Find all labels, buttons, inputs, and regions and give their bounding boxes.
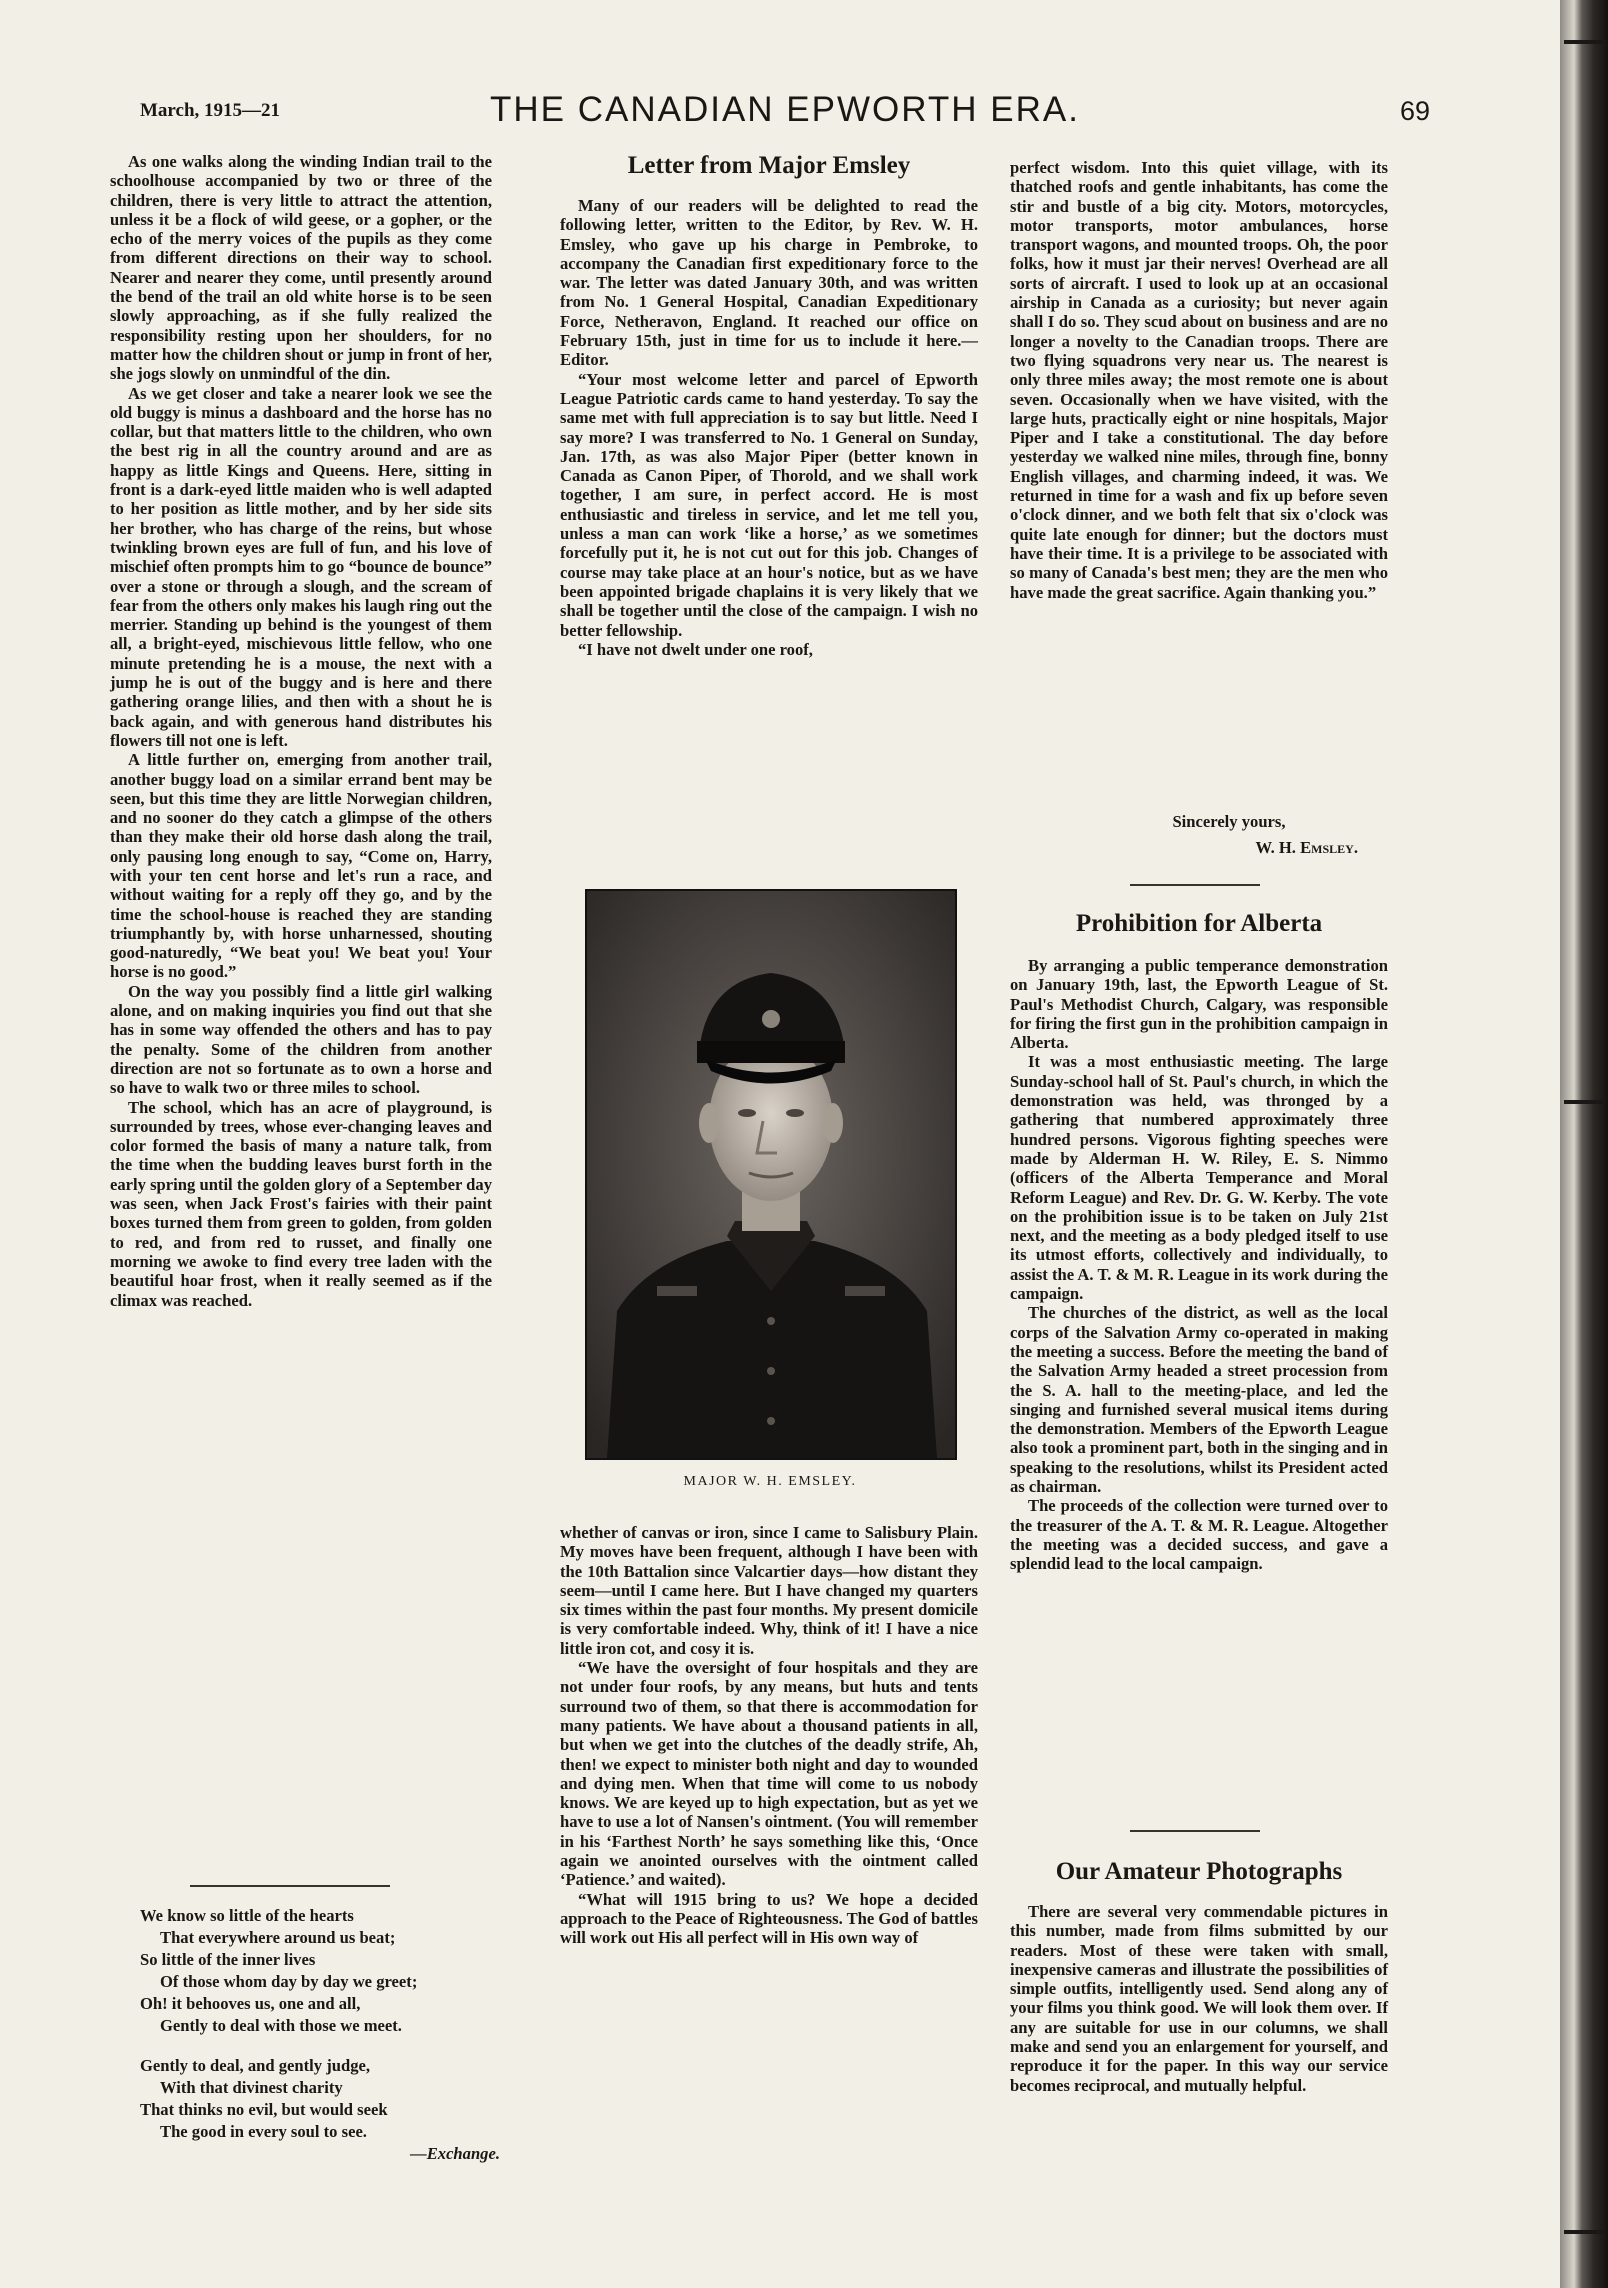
- letter-paragraph: “What will 1915 bring to us? We hope a decided approach to the Peace of Righteousness. The God of battles will work out His all perfect will in His own way of: [560, 1889, 978, 1948]
- divider-rule: [190, 1885, 390, 1887]
- poem-line: Gently to deal, and gently judge,: [140, 2056, 371, 2075]
- article-paragraph: It was a most enthusiastic meeting. The large Sunday-school hall of St. Paul's church, in which the demonstration was held, was thronged by a gathering that numbered approximately three hundred persons. Vigorous fighting speeches were made by Alderman H. W. Riley, E. S. Nimmo (officers of the Alberta Temperance and Moral Reform League) and Rev. Dr. G. W. Kerby. The vote on the prohibition issue is to be taken on July 21st next, and the meeting as a body pledged itself to use its utmost efforts, collectively and individually, to assist the A. T. & M. R. League in its work during the campaign.: [1010, 1052, 1388, 1304]
- poem-source: —Exchange.: [410, 2144, 500, 2163]
- letter-paragraph: “We have the oversight of four hospitals and they are not under four roofs, by any means, but huts and tents surround two of them, so that there is accommodation for many patients. We have about a thousand patients in all, but when we get into the clutches of the deadly strife, Ah, then! we expect to minister both night and day to wounded and dying men. When that time will come to us nobody knows. We are keyed up to high expectation, but as yet we have to use a lot of Nansen's ointment. (You will remember in his ‘Farthest North’ he says something like this, ‘Once again we anointed ourselves with the ointment called ‘Patience.’ and waited).: [560, 1658, 978, 1890]
- article-paragraph: A little further on, emerging from another trail, another buggy load on a similar errand bent may be seen, but this time they are little Norwegian children, and no sooner do they catch a glimpse of the others than they make their old horse dash along the trail, only pausing long enough to say, “Come on, Harry, with your ten cent horse and let's run a race, and without waiting for a reply off they go, and by the time the school-house is reached they are standing triumphantly by, with horse unharnessed, shouting good-naturedly, “We beat you! We beat you! Your horse is no good.”: [110, 750, 492, 982]
- poem-line: That everywhere around us beat;: [160, 1928, 396, 1947]
- article-paragraph: By arranging a public temperance demonstration on January 19th, last, the Epworth League of St. Paul's Methodist Church, Calgary, was responsible for firing the first gun in the prohibition campaign in Alberta.: [1010, 956, 1388, 1053]
- prohibition-heading: Prohibition for Alberta: [1075, 910, 1323, 937]
- article-paragraph: There are several very commendable pictures in this number, made from films submitted by our readers. Most of these were taken with small, inexpensive cameras and illustrate the possibilities of simple outfits, intelligently used. Send along any of your films you think good. We will look them over. If any are suitable for use in our columns, we shall make and send you an enlargement for yourself, and reproduce it for the paper. In this way our service becomes reciprocal, and mutually helpful.: [1010, 1902, 1388, 2095]
- poem-line: The good in every soul to see.: [160, 2122, 367, 2141]
- photographs-article: [1010, 1902, 1388, 2095]
- article-paragraph: On the way you possibly find a little girl walking alone, and on making inquiries you find out that she has in some way offended the others and has to pay the penalty. Some of the children from another direction are not so fortunate as to own a horse and so have to walk two or three miles to school.: [110, 981, 492, 1098]
- letter-paragraph: whether of canvas or iron, since I came to Salisbury Plain. My moves have been frequent, although I have been with the 10th Battalion since Valcartier days—how distant they seem—until I came here. But I have changed my quarters six times within the past four months. My present domicile is very comfortable indeed. Why, think of it! I have a nice little iron cot, and cosy it is.: [560, 1523, 978, 1658]
- letter-article-bottom: [560, 1523, 978, 1948]
- divider-rule: [1130, 1830, 1260, 1832]
- issue-date: March, 1915—21: [140, 100, 281, 121]
- letter-paragraph: “Your most welcome letter and parcel of Epworth League Patriotic cards came to hand yesterday. To say the same met with full appreciation is to say but little. Need I say more? I was transferred to No. 1 General on Sunday, Jan. 17th, as was also Major Piper (better known in Canada as Canon Piper, of Thorold, and we shall work together, I am sure, in perfect accord. He is most enthusiastic and tireless in service, and let me tell you, unless a man can work ‘like a horse,’ as we sometimes forcefully put it, he is not cut out for this job. Changes of course may take place at an hour's notice, but as we have been appointed brigade chaplains it is very likely that we shall be together until the close of the campaign. I wish no better fellowship.: [560, 369, 978, 640]
- letter-continuation: [1010, 158, 1388, 602]
- article-paragraph: As one walks along the winding Indian trail to the schoolhouse accompanied by two or three of the children, there is very little to attract the attention, unless it be a flock of wild geese, or a gopher, or the echo of the merry voices of the pupils as they come from different directions on their way to school. Nearer and nearer they come, until presently around the bend of the trail an old white horse is to be seen slowly approaching, as if she fully realized the responsibility resting upon her shoulders, for no matter how the children shout or jump in front of her, she jogs slowly on unmindful of the din.: [110, 152, 492, 384]
- poem: [140, 1905, 500, 2165]
- letter-heading: Letter from Major Emsley: [627, 152, 911, 179]
- divider-rule: [1130, 884, 1260, 886]
- page-number: 69: [1399, 96, 1430, 126]
- indian-trail-article: [110, 152, 492, 1310]
- portrait-photo: [585, 889, 957, 1460]
- photo-caption: MAJOR W. H. EMSLEY.: [683, 1474, 857, 1489]
- portrait-image: [587, 891, 955, 1458]
- letter-closing: Sincerely yours,: [1172, 812, 1286, 831]
- article-paragraph: The churches of the district, as well as the local corps of the Salvation Army co-operated in making the meeting a success. Before the meeting the band of the Salvation Army headed a street procession from the S. A. hall to the meeting-place, and led the singing and furnished several musical items during the demonstration. Members of the Epworth League also took a prominent part, both in the singing and in speaking to the resolutions, whilst its President acted as chairman.: [1010, 1303, 1388, 1497]
- photographs-heading: Our Amateur Photographs: [1055, 1858, 1343, 1885]
- poem-line: Gently to deal with those we meet.: [160, 2016, 402, 2035]
- poem-line: Of those whom day by day we greet;: [160, 1972, 418, 1991]
- article-paragraph: The school, which has an acre of playground, is surrounded by trees, whose ever-changing leaves and color formed the basis of many a nature talk, from the time when the budding leaves burst forth in the early spring until the golden glory of a September day was seen, when Jack Frost's fairies with their paint boxes turned them from green to golden, from golden to red, and from red to russet, and finally one morning we awoke to find every tree laden with the beautiful hoar frost, when it really seemed as if the climax was reached.: [110, 1097, 492, 1310]
- prohibition-article: [1010, 956, 1388, 1574]
- poem-line: So little of the inner lives: [140, 1950, 316, 1969]
- letter-paragraph: Many of our readers will be delighted to read the following letter, written to the Editor, by Rev. W. H. Emsley, who gave up his charge in Pembroke, to accompany the Canadian first expeditionary force to the war. The letter was dated January 30th, and was written from No. 1 General Hospital, Canadian Expeditionary Force, Netheravon, England. It reached our office on February 15th, just in time for us to include it here.—Editor.: [560, 196, 978, 370]
- article-paragraph: The proceeds of the collection were turned over to the treasurer of the A. T. & M. R. League. Altogether the meeting was a decided success, and gave a splendid lead to the local campaign.: [1010, 1496, 1388, 1574]
- letter-signature: W. H. Emsley.: [1255, 838, 1358, 857]
- article-paragraph: As we get closer and take a nearer look we see the old buggy is minus a dashboard and the horse has no collar, but that matters little to the children, who own the best rig in all the country around and are as happy as little Kings and Queens. Here, sitting in front is a dark-eyed little maiden who is well adapted to her position as little mother, and by her side sits her brother, who has charge of the reins, but whose twinkling brown eyes are full of fun, and his love of mischief often prompts him to go “bounce de bounce” over a stone or through a slough, and the scream of fear from the others only makes his laugh ring out the merrier. Standing up behind is the youngest of them all, a bright-eyed, mischievous little fellow, who one minute pretending he is a mouse, the next with a jump he is out of the buggy and is here and there gathering orange lilies, and then with a shout he is back again, and with generous hand distributes his flowers till not one is left.: [110, 383, 492, 750]
- letter-paragraph: perfect wisdom. Into this quiet village, with its thatched roofs and gentle inhabitants, has come the stir and bustle of a big city. Motors, motorcycles, motor transports, motor ambulances, horse transport wagons, and mounted troops. Oh, the poor folks, how it must jar their nerves! Overhead are all sorts of aircraft. I used to look up at an occasional airship in Canada as a curiosity; but never again shall I do so. They scud about on business and are no longer a novelty to the Canadian troops. There are two flying squadrons very near us. The nearest is only three miles away; the most remote one is about seven. Occasionally when we have visited, with the large huts, practically eight or nine hospitals, Major Piper and I take a constitutional. The day before yesterday we walked nine miles, through fine, bonny English villages, and charming indeed, it was. We returned in time for a wash and fix up before seven o'clock dinner, and we both felt that six o'clock was quite late enough for dinner; but the doctors must have their time. It is a privilege to be associated with so many of Canada's best men; they are the men who have made the great sacrifice. Again thanking you.”: [1010, 158, 1388, 602]
- page-header: [140, 88, 1430, 148]
- poem-line: That thinks no evil, but would seek: [140, 2100, 388, 2119]
- poem-line: We know so little of the hearts: [140, 1906, 354, 1925]
- publication-title: THE CANADIAN EPWORTH ERA.: [490, 90, 1080, 129]
- book-binding-edge: [1560, 0, 1608, 2288]
- poem-line: Oh! it behooves us, one and all,: [140, 1994, 361, 2013]
- poem-line: With that divinest charity: [160, 2078, 343, 2097]
- letter-article-top: [560, 196, 978, 659]
- letter-paragraph: “I have not dwelt under one roof,: [578, 639, 813, 659]
